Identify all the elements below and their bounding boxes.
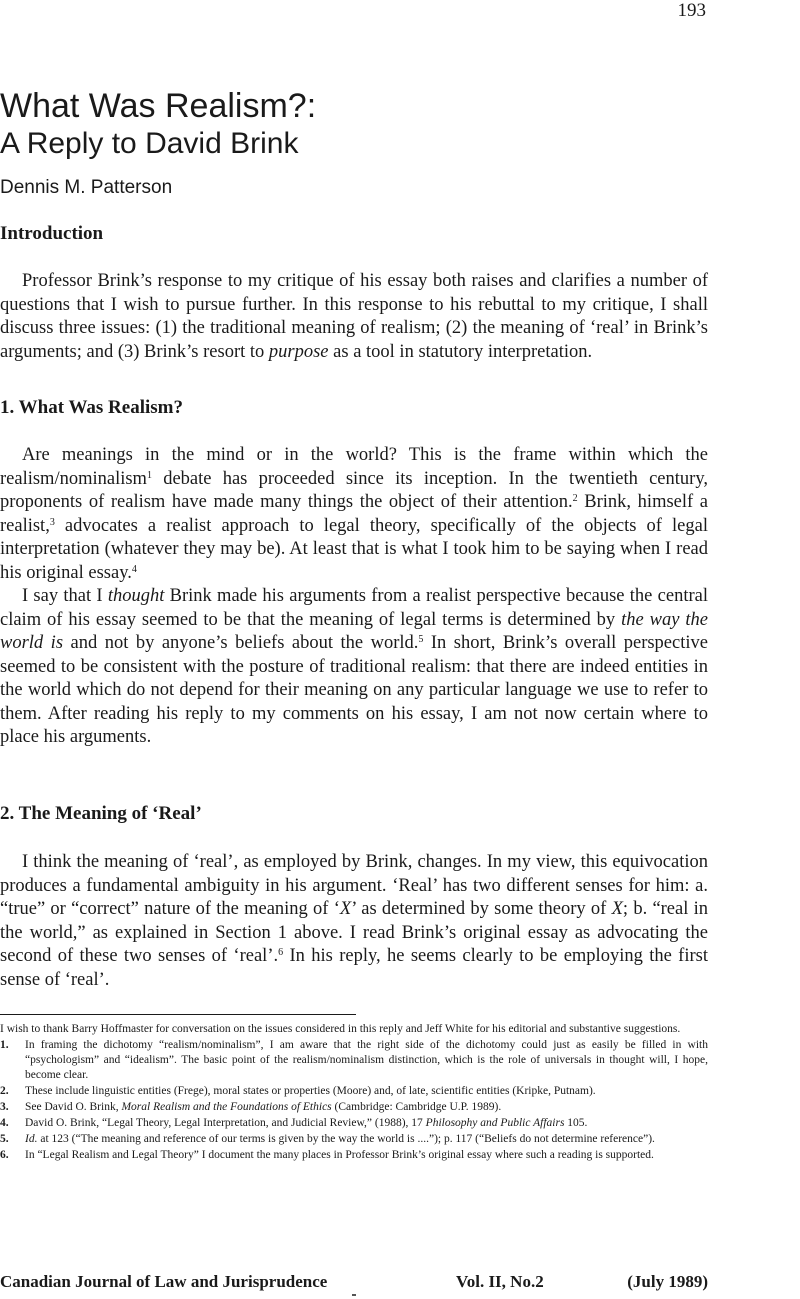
footnote-number: 6.	[0, 1149, 9, 1161]
text-run: advocates a realist approach to legal theory, specifically of the objects of legal interpretation (whatever they may be). At least that is what I took him to be saying when I read his original essay.	[0, 515, 708, 583]
text-run: at 123 (“The meaning and reference of our terms is given by the way the world is ....”); p. 117 (“Beliefs do not determine reference”).	[37, 1133, 655, 1145]
journal-name: Canadian Journal of Law and Jurisprudence	[0, 1272, 328, 1291]
footnote-item	[0, 1116, 708, 1131]
section-1-body	[0, 444, 708, 750]
text-run: ; b. “real in the world,” as explained in Section 1 above. I read Brink’s original essay as advocating the second of these two senses of ‘real’.	[0, 899, 709, 966]
text-run: See David O. Brink,	[25, 1101, 122, 1113]
text-run: debate has proceeded since its inception. In the twentieth century, proponents of realism have made many things the object of their attention.	[0, 468, 708, 512]
footnote-item	[0, 1084, 708, 1099]
emphasis-text: thought	[107, 586, 165, 606]
section-2-body	[0, 851, 708, 992]
text-run: and not by anyone’s beliefs about the world.	[63, 633, 419, 653]
footnote-item	[0, 1132, 708, 1147]
emphasis-text: Philosophy and Public Affairs	[425, 1117, 565, 1129]
page-footer	[0, 1272, 708, 1294]
footnote-item	[0, 1100, 708, 1115]
footnote-ref: 6	[278, 947, 284, 958]
footnote-item	[0, 1038, 708, 1083]
footnote-text: These include linguistic entities (Frege), moral states or properties (Moore) and, of late, scientific entities (Kripke, Putnam).	[25, 1085, 596, 1097]
footnote-number: 2.	[0, 1085, 9, 1097]
emphasis-text: X	[611, 899, 623, 919]
text-run: Brink made his arguments from a realist perspective because the central claim of his essay seemed to be that the meaning of legal terms is determined by	[0, 586, 708, 630]
page-number: 193	[677, 0, 706, 21]
issue-date: (July 1989)	[627, 1272, 708, 1291]
footnote-divider	[0, 1014, 356, 1015]
text-run: In short, Brink’s overall perspective seemed to be consistent with the posture of traditional realism: that there are indeed entities in the world which do not depend for their meaning on any particular language we use to refer to them. After reading his reply to my comments on his essay, I am not now certain where to place his arguments.	[0, 633, 708, 747]
footnote-ref: 5	[418, 634, 424, 645]
author-name: Dennis M. Patterson	[0, 177, 173, 198]
print-mark	[352, 1294, 356, 1296]
paragraph	[0, 851, 708, 992]
footnote-text: In “Legal Realism and Legal Theory” I document the many places in Professor Brink’s original essay where such a reading is supported.	[25, 1149, 654, 1161]
heading-section-2: 2. The Meaning of ‘Real’	[0, 803, 202, 824]
text-run: (Cambridge: Cambridge U.P. 1989).	[331, 1101, 502, 1113]
footnote-number: 4.	[0, 1117, 9, 1129]
text-run: I think the meaning of ‘real’, as employed by Brink, changes. In my view, this equivocation produces a fundamental ambiguity in his argument. ‘Real’ has two different senses for him: a. “true” or “correct” nature of the meaning of ‘	[0, 852, 708, 919]
emphasis-text: Id.	[25, 1133, 38, 1145]
text-run: 105.	[564, 1117, 588, 1129]
heading-introduction: Introduction	[0, 223, 104, 244]
text-run: as a tool in statutory interpretation.	[328, 341, 593, 362]
footnote-ref: 3	[49, 516, 55, 528]
volume-number: Vol. II, No.2	[456, 1272, 544, 1291]
acknowledgement-note: I wish to thank Barry Hoffmaster for conversation on the issues considered in this reply and Jeff White for his editorial and substantive suggestions.	[0, 1023, 681, 1035]
footnote-text: In framing the dichotomy “realism/nominalism”, I am aware that the right side of the dichotomy could just as easily be filled in with “psychologism” and “idealism”. The basic point of the realism/nominalism distinction, which is the role of universals in thought will, I hope, become clear.	[25, 1039, 708, 1081]
article-title: What Was Realism?:	[0, 87, 317, 125]
footnote-text	[25, 1116, 708, 1131]
footnote-number: 1.	[0, 1039, 9, 1051]
text-run: Are meanings in the mind or in the world? This is the frame within which the realism/nominalism	[0, 445, 708, 489]
paragraph	[0, 270, 708, 364]
text-run: David O. Brink, “Legal Theory, Legal Interpretation, and Judicial Review,” (1988), 17	[25, 1117, 426, 1129]
footnote-number: 3.	[0, 1101, 9, 1113]
footnote-ref: 2	[572, 493, 578, 504]
text-run: ’ as determined by some theory of	[351, 899, 612, 919]
emphasis-text: purpose	[268, 341, 329, 362]
text-run: In his reply, he seems clearly to be employing the first sense of ‘real’.	[0, 946, 708, 990]
footnote-ref: 4	[131, 563, 137, 575]
paragraph	[0, 444, 708, 585]
footnote-ref: 1	[146, 469, 152, 481]
heading-section-1: 1. What Was Realism?	[0, 397, 183, 418]
footnote-number: 5.	[0, 1133, 9, 1145]
text-run: I say that I	[22, 586, 108, 606]
emphasis-text: Moral Realism and the Foundations of Ethics	[121, 1101, 332, 1113]
footnotes	[0, 1022, 708, 1164]
text-run: Professor Brink’s response to my critique of his essay both raises and clarifies a number of questions that I wish to pursue further. In this response to his rebuttal to my critique, I shall discuss three issues: (1) the traditional meaning of realism; (2) the meaning of ‘real’ in Brink’s arguments; and (3) Brink’s resort to	[0, 271, 708, 362]
footnote-item	[0, 1148, 708, 1163]
introduction-body	[0, 270, 708, 364]
text-run: Brink, himself a realist,	[0, 492, 708, 536]
paragraph	[0, 585, 708, 750]
emphasis-text: the way the world is	[0, 609, 708, 653]
footnote-text	[25, 1100, 708, 1115]
article-subtitle: A Reply to David Brink	[0, 127, 299, 160]
emphasis-text: X	[339, 899, 352, 919]
footnote-text	[25, 1132, 708, 1147]
